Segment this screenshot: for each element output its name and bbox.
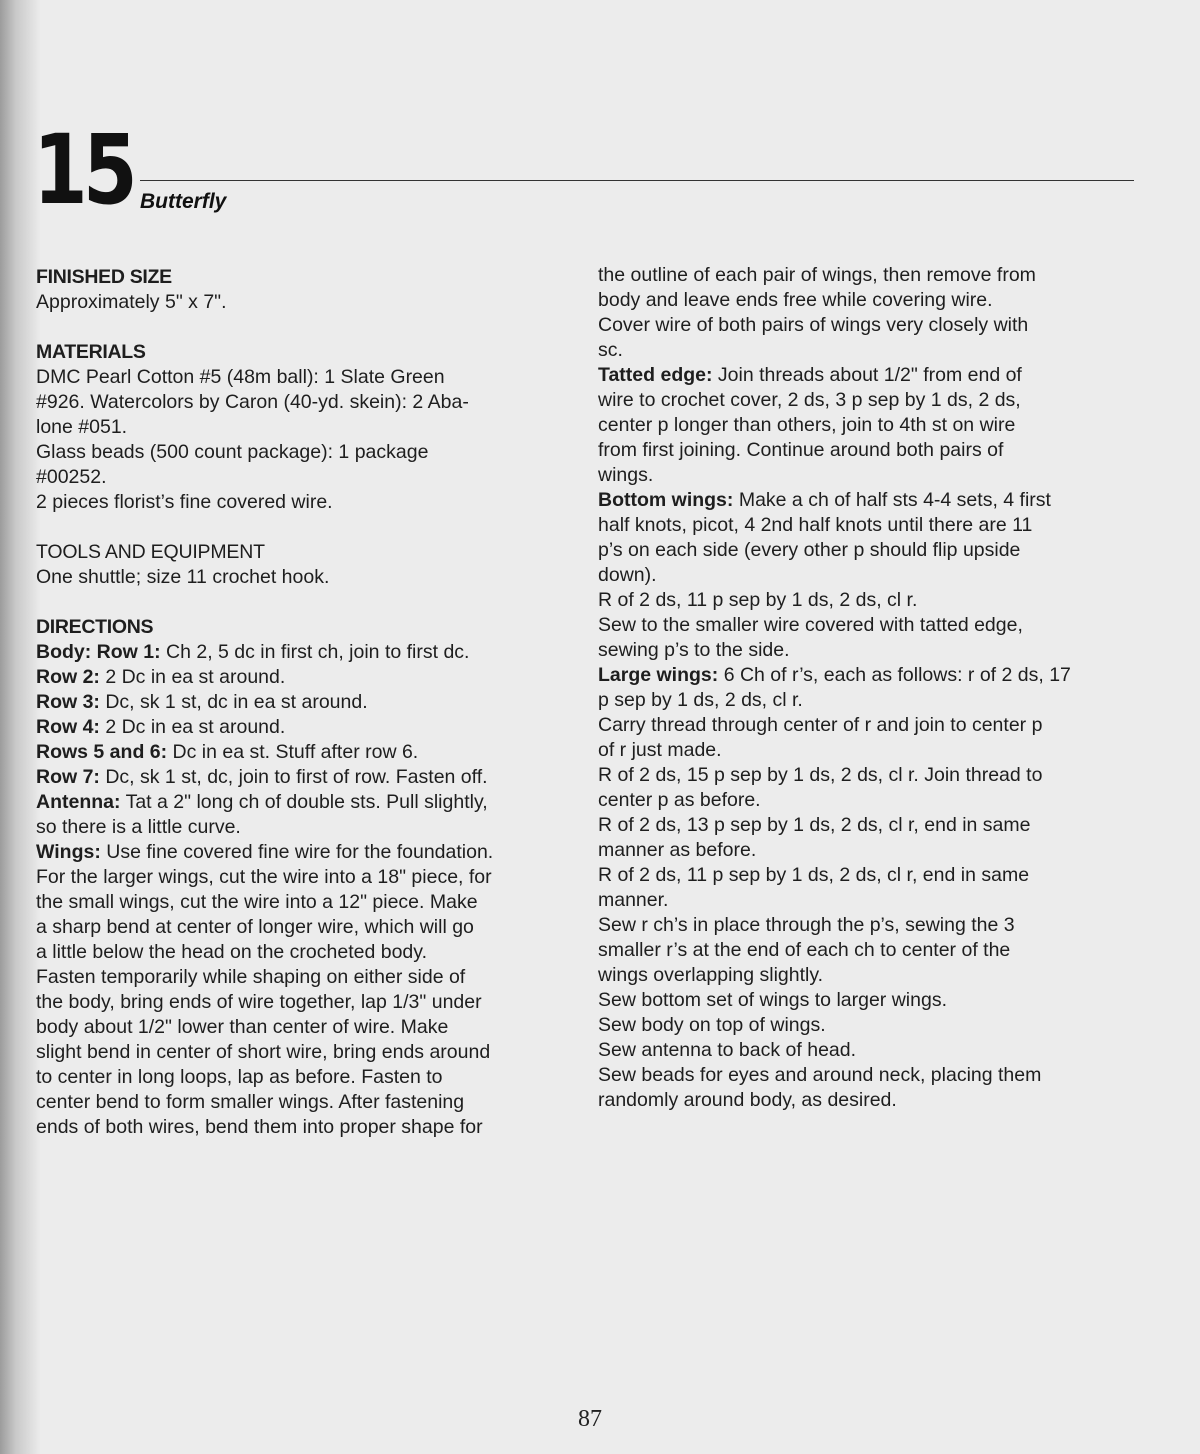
page-number: 87 [578,1406,602,1432]
direction-text: to center in long loops, lap as before. Fasten to [36,1066,443,1088]
direction-line [36,890,581,915]
direction-text: Tat a 2" long ch of double sts. Pull slightly, [120,791,488,813]
direction-line [36,790,581,815]
direction-line [36,915,581,940]
direction-line [598,988,1143,1013]
direction-line [598,538,1143,563]
tools-heading: TOOLS AND EQUIPMENT [36,541,265,563]
direction-text: center bend to form smaller wings. After fastening [36,1091,465,1113]
direction-line [598,963,1143,988]
direction-line [598,613,1143,638]
direction-line [598,1013,1143,1038]
direction-text: Carry thread through center of r and join to center p [598,714,1043,736]
direction-line [598,338,1143,363]
direction-line [36,865,581,890]
direction-line [36,715,581,740]
direction-line [36,965,581,990]
materials-line: lone #051. [36,416,128,438]
direction-line [598,713,1143,738]
direction-text: the outline of each pair of wings, then remove from [598,264,1036,286]
direction-line [598,638,1143,663]
direction-text: Sew to the smaller wire covered with tatted edge, [598,614,1023,636]
direction-line [598,463,1143,488]
direction-text: Use fine covered fine wire for the foundation. [100,841,494,863]
directions-left-text [36,640,581,1140]
direction-text: of r just made. [598,739,722,761]
materials-line: #926. Watercolors by Caron (40-yd. skein): 2 Aba- [36,391,469,413]
direction-text: so there is a little curve. [36,816,241,838]
direction-text: the body, bring ends of wire together, lap 1/3" under [36,991,482,1013]
direction-text: R of 2 ds, 11 p sep by 1 ds, 2 ds, cl r, end in same [598,864,1030,886]
direction-line [36,990,581,1015]
direction-step-label: Large wings: [598,664,719,686]
direction-line [36,640,581,665]
direction-line [36,765,581,790]
direction-step-label: Row 4: [36,716,100,738]
direction-text: sewing p’s to the side. [598,639,790,661]
direction-text: manner. [598,889,669,911]
direction-step-label: Rows 5 and 6: [36,741,168,763]
direction-line [36,815,581,840]
direction-line [598,388,1143,413]
direction-line [36,1040,581,1065]
direction-text: slight bend in center of short wire, bring ends around [36,1041,491,1063]
pattern-number: 15 [33,114,133,226]
direction-text: Make a ch of half sts 4-4 sets, 4 first [733,489,1051,511]
direction-line [598,788,1143,813]
direction-text: 2 Dc in ea st around. [99,716,286,738]
direction-line [598,563,1143,588]
direction-text: a little below the head on the crocheted body. [36,941,427,963]
direction-line [598,688,1143,713]
direction-line [36,665,581,690]
direction-text: ends of both wires, bend them into proper shape for [36,1116,483,1138]
direction-text: Dc, sk 1 st, dc, join to first of row. Fasten off. [99,766,488,788]
direction-line [36,1015,581,1040]
direction-step-label: Row 2: [36,666,100,688]
materials-line: DMC Pearl Cotton #5 (48m ball): 1 Slate Green [36,366,445,388]
left-column [36,265,581,1140]
direction-line [36,1115,581,1140]
direction-step-label: Row 7: [36,766,100,788]
direction-step-label: Bottom wings: [598,489,734,511]
direction-text: Sew beads for eyes and around neck, placing them [598,1064,1042,1086]
direction-text: center p as before. [598,789,761,811]
direction-line [598,413,1143,438]
direction-step-label: Antenna: [36,791,121,813]
direction-text: 6 Ch of r’s, each as follows: r of 2 ds, 17 [718,664,1071,686]
direction-line [36,840,581,865]
direction-line [598,888,1143,913]
direction-line [36,1065,581,1090]
direction-step-label: Body: Row 1: [36,641,161,663]
direction-line [36,940,581,965]
pattern-title: Butterfly [140,190,227,213]
direction-line [598,863,1143,888]
direction-text: Sew bottom set of wings to larger wings. [598,989,947,1011]
direction-line [598,1038,1143,1063]
direction-text: the small wings, cut the wire into a 12" piece. Make [36,891,478,913]
direction-text: R of 2 ds, 15 p sep by 1 ds, 2 ds, cl r. Join thread to [598,764,1043,786]
directions-heading: DIRECTIONS [36,616,154,638]
materials-line: #00252. [36,466,107,488]
direction-line [598,513,1143,538]
direction-text: randomly around body, as desired. [598,1089,897,1111]
direction-line [598,813,1143,838]
direction-text: R of 2 ds, 11 p sep by 1 ds, 2 ds, cl r. [598,589,918,611]
direction-text: Sew antenna to back of head. [598,1039,857,1061]
right-column [598,263,1143,1113]
direction-text: R of 2 ds, 13 p sep by 1 ds, 2 ds, cl r, end in same [598,814,1031,836]
direction-text: wings. [598,464,654,486]
direction-text: p sep by 1 ds, 2 ds, cl r. [598,689,803,711]
direction-text: Ch 2, 5 dc in first ch, join to first dc. [160,641,470,663]
direction-text: Cover wire of both pairs of wings very closely with [598,314,1029,336]
title-rule [140,180,1134,181]
direction-text: sc. [598,339,623,361]
direction-text: Fasten temporarily while shaping on either side of [36,966,466,988]
direction-line [36,740,581,765]
direction-text: from first joining. Continue around both pairs of [598,439,1004,461]
direction-text: Sew r ch’s in place through the p’s, sewing the 3 [598,914,1015,936]
direction-line [36,690,581,715]
direction-step-label: Row 3: [36,691,100,713]
direction-text: p’s on each side (every other p should flip upside [598,539,1021,561]
direction-text: wings overlapping slightly. [598,964,824,986]
direction-line [598,288,1143,313]
direction-step-label: Wings: [36,841,101,863]
direction-text: smaller r’s at the end of each ch to center of the [598,939,1011,961]
direction-line [598,763,1143,788]
direction-text: Dc, sk 1 st, dc in ea st around. [99,691,368,713]
materials-list [36,365,581,515]
direction-text: For the larger wings, cut the wire into a 18" piece, for [36,866,492,888]
direction-text: wire to crochet cover, 2 ds, 3 p sep by 1 ds, 2 ds, [598,389,1021,411]
direction-text: Join threads about 1/2" from end of [712,364,1022,386]
materials-heading: MATERIALS [36,341,146,363]
direction-text: half knots, picot, 4 2nd half knots until there are 11 [598,514,1033,536]
direction-line [598,263,1143,288]
direction-line [598,313,1143,338]
direction-line [598,438,1143,463]
direction-line [598,363,1143,388]
direction-step-label: Tatted edge: [598,364,713,386]
finished-size-heading: FINISHED SIZE [36,266,172,288]
direction-line [598,838,1143,863]
direction-text: body and leave ends free while covering wire. [598,289,993,311]
materials-line: Glass beads (500 count package): 1 package [36,441,429,463]
direction-line [598,1088,1143,1113]
direction-text: down). [598,564,657,586]
materials-line: 2 pieces florist’s fine covered wire. [36,491,333,513]
direction-text: Sew body on top of wings. [598,1014,826,1036]
direction-text: body about 1/2" lower than center of wire. Make [36,1016,449,1038]
direction-line [598,938,1143,963]
direction-line [598,738,1143,763]
direction-text: Dc in ea st. Stuff after row 6. [167,741,419,763]
directions-right-text [598,263,1143,1113]
direction-text: center p longer than others, join to 4th st on wire [598,414,1016,436]
finished-size-text: Approximately 5" x 7". [36,291,227,313]
direction-text: 2 Dc in ea st around. [99,666,286,688]
direction-line [598,488,1143,513]
direction-text: a sharp bend at center of longer wire, which will go [36,916,474,938]
direction-line [598,588,1143,613]
direction-text: manner as before. [598,839,757,861]
direction-line [598,913,1143,938]
direction-line [36,1090,581,1115]
tools-text: One shuttle; size 11 crochet hook. [36,566,330,588]
direction-line [598,663,1143,688]
direction-line [598,1063,1143,1088]
